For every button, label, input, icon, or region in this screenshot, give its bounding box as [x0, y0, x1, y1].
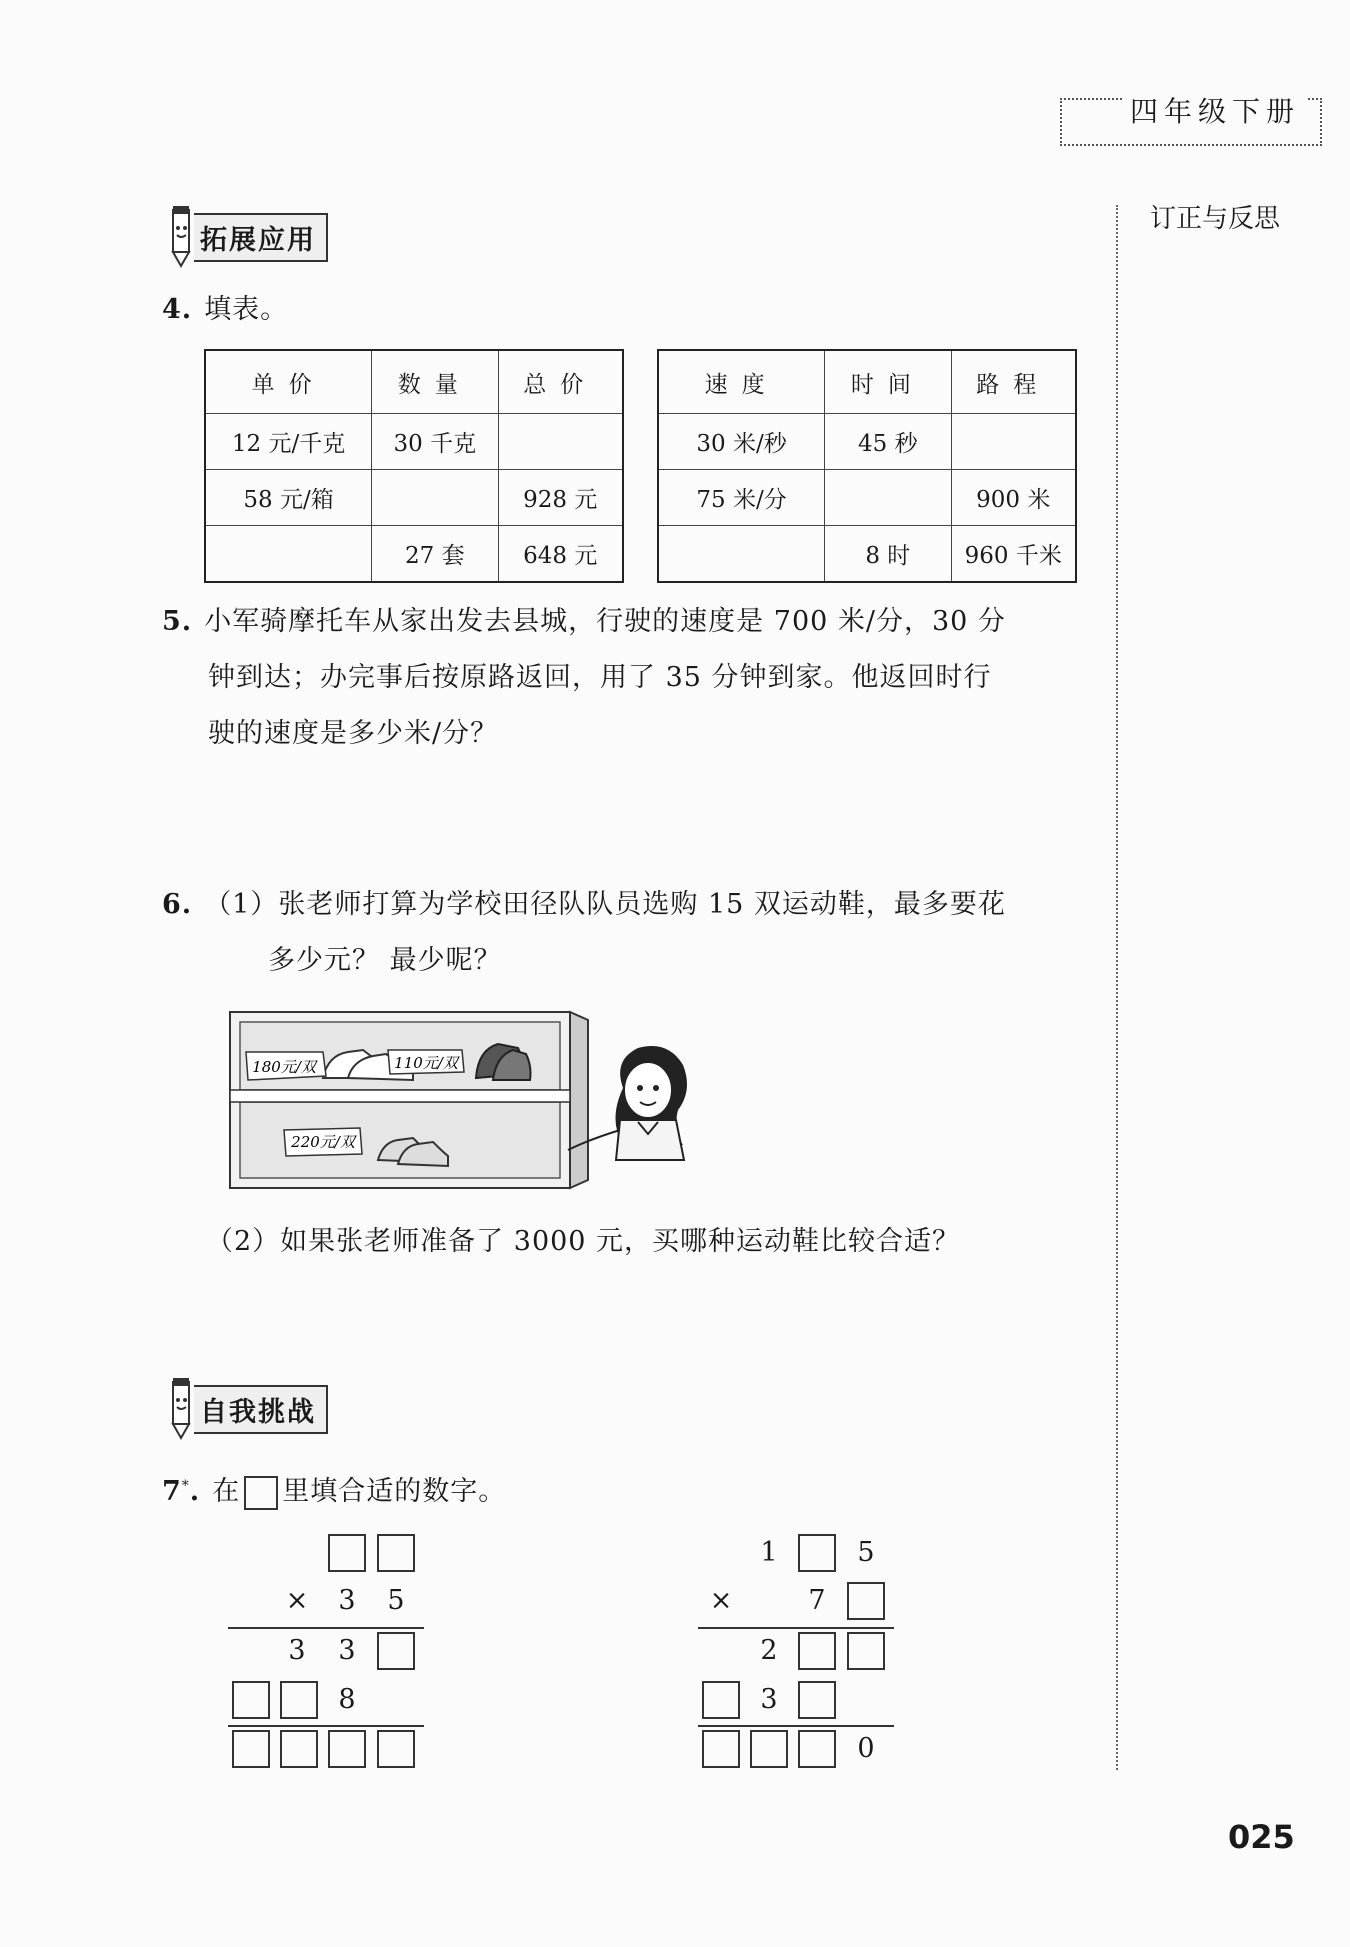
- digit-box[interactable]: [847, 1632, 885, 1670]
- pencil-icon: [164, 1376, 198, 1442]
- pencil-icon: [164, 204, 198, 270]
- section-title-extend: 拓展应用: [194, 213, 328, 262]
- table-header: 速度: [658, 350, 825, 414]
- digit-box[interactable]: [377, 1730, 415, 1768]
- answer-cell[interactable]: [951, 414, 1076, 470]
- answer-cell[interactable]: [498, 414, 623, 470]
- table-header: 路程: [951, 350, 1076, 414]
- digit: 5: [857, 1537, 875, 1568]
- times-sign: ×: [285, 1585, 309, 1616]
- table-cell: 58 元/箱: [205, 470, 372, 526]
- times-sign: ×: [709, 1585, 733, 1616]
- table-cell: 8 时: [825, 526, 951, 583]
- question-5: [162, 594, 1092, 762]
- section-badge-challenge: [164, 1376, 328, 1442]
- answer-cell[interactable]: [825, 470, 951, 526]
- table-cell: 45 秒: [825, 414, 951, 470]
- section-badge-extend: [164, 204, 328, 270]
- section-title-challenge: 自我挑战: [194, 1385, 328, 1434]
- table-cell: 648 元: [498, 526, 623, 583]
- question-line: 驶的速度是多少米/分？: [208, 718, 499, 749]
- price-tag: 220元/双: [291, 1133, 355, 1151]
- calc-line: [228, 1627, 424, 1629]
- digit-box[interactable]: [798, 1534, 836, 1572]
- speed-table: [657, 349, 1077, 583]
- digit-box[interactable]: [847, 1582, 885, 1620]
- answer-cell[interactable]: [205, 526, 372, 583]
- unit-price-table: [204, 349, 624, 583]
- digit-box[interactable]: [328, 1534, 366, 1572]
- table-header: 数量: [372, 350, 498, 414]
- question-line: 小军骑摩托车从家出发去县城，行驶的速度是 700 米/分，30 分: [204, 606, 1006, 637]
- side-divider: [1116, 205, 1118, 1770]
- digit-box[interactable]: [798, 1632, 836, 1670]
- grade-header: [1060, 95, 1322, 146]
- digit-box[interactable]: [702, 1681, 740, 1719]
- question-6: [162, 877, 1092, 989]
- digit: 8: [338, 1684, 356, 1715]
- digit-box[interactable]: [280, 1730, 318, 1768]
- digit: 3: [760, 1684, 778, 1715]
- table-cell: 27 套: [372, 526, 498, 583]
- digit: 5: [387, 1585, 405, 1616]
- side-title: 订正与反思: [1150, 204, 1281, 234]
- digit-box[interactable]: [750, 1730, 788, 1768]
- star-mark: *: [181, 1478, 190, 1494]
- answer-cell[interactable]: [372, 470, 498, 526]
- blank-box-example: [244, 1476, 278, 1510]
- digit: 2: [760, 1635, 778, 1666]
- question-line: 多少元？ 最少呢？: [268, 945, 502, 976]
- price-tag: 180元/双: [252, 1058, 316, 1076]
- question-number: 4.: [162, 294, 193, 325]
- question-6-part-2: （2）如果张老师准备了 3000 元，买哪种运动鞋比较合适？: [206, 1226, 961, 1257]
- shoe-shelf-illustration: [228, 1010, 708, 1190]
- digit-box[interactable]: [328, 1730, 366, 1768]
- table-cell: 75 米/分: [658, 470, 825, 526]
- table-cell: 928 元: [498, 470, 623, 526]
- digit: 3: [338, 1635, 356, 1666]
- table-cell: 960 千米: [951, 526, 1076, 583]
- calc-line: [228, 1725, 424, 1727]
- table-cell: 30 千克: [372, 414, 498, 470]
- digit-box[interactable]: [280, 1681, 318, 1719]
- table-cell: 12 元/千克: [205, 414, 372, 470]
- digit-box[interactable]: [702, 1730, 740, 1768]
- digit: 7: [808, 1585, 826, 1616]
- digit-box[interactable]: [232, 1730, 270, 1768]
- question-text: 在: [212, 1476, 241, 1507]
- digit: 1: [760, 1537, 778, 1568]
- question-dot: .: [189, 1476, 201, 1507]
- table-cell: 900 米: [951, 470, 1076, 526]
- page-number: 025: [1228, 1818, 1295, 1856]
- digit-box[interactable]: [377, 1632, 415, 1670]
- calc-line: [698, 1725, 894, 1727]
- question-number: 5.: [162, 606, 193, 637]
- question-text: 填表。: [204, 294, 289, 325]
- table-cell: 30 米/秒: [658, 414, 825, 470]
- question-line: 钟到达；办完事后按原路返回，用了 35 分钟到家。他返回时行: [208, 662, 992, 693]
- digit: 3: [338, 1585, 356, 1616]
- digit-box[interactable]: [798, 1681, 836, 1719]
- digit-box[interactable]: [232, 1681, 270, 1719]
- question-number: 6.: [162, 889, 193, 920]
- digit-box[interactable]: [798, 1730, 836, 1768]
- question-4: [162, 282, 288, 338]
- question-text: 里填合适的数字。: [282, 1476, 507, 1507]
- table-header: 总价: [498, 350, 623, 414]
- question-line: （1）张老师打算为学校田径队队员选购 15 双运动鞋，最多要花: [204, 889, 1006, 920]
- price-tag: 110元/双: [394, 1054, 458, 1072]
- answer-cell[interactable]: [658, 526, 825, 583]
- calc-line: [698, 1627, 894, 1629]
- question-number: 7: [162, 1476, 182, 1507]
- question-7: [162, 1458, 506, 1520]
- digit: 3: [288, 1635, 306, 1666]
- table-header: 时间: [825, 350, 951, 414]
- digit-box[interactable]: [377, 1534, 415, 1572]
- digit: 0: [857, 1733, 875, 1764]
- grade-label: 四年级下册: [1124, 90, 1306, 130]
- table-header: 单价: [205, 350, 372, 414]
